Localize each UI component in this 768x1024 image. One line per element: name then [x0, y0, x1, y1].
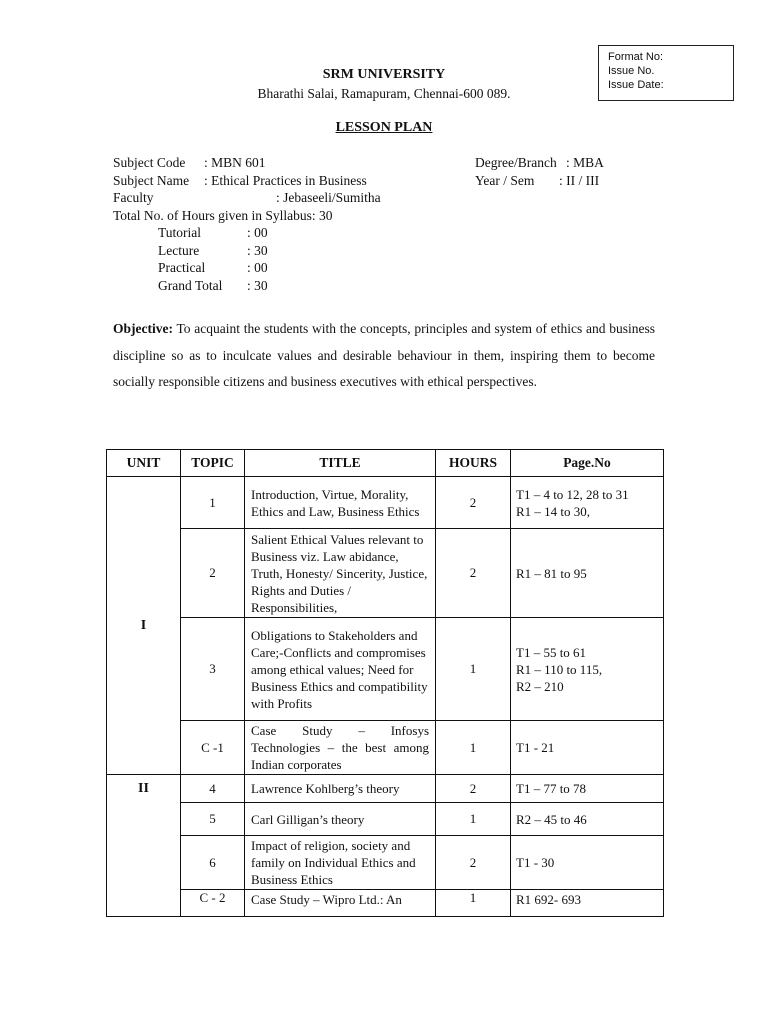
- tutorial-value: : 00: [247, 225, 268, 240]
- university-address: Bharathi Salai, Ramapuram, Chennai-600 089.: [257, 86, 511, 101]
- subject-code-label: Subject Code: [113, 155, 186, 170]
- subject-name-label: Subject Name: [113, 173, 190, 188]
- format-no-label: Format No:: [608, 51, 664, 63]
- document-title-text: LESSON PLAN: [335, 120, 433, 135]
- year-value: : II / III: [559, 173, 600, 188]
- degree-value: : MBA: [566, 155, 604, 170]
- hours-cell: 1: [436, 803, 511, 836]
- header-title: TITLE: [245, 450, 436, 477]
- title-cell: Case Study – Infosys Technologies – the best among Indian corporates: [245, 721, 436, 775]
- unit-cell: I: [107, 477, 181, 775]
- hours-cell: 1: [436, 890, 511, 917]
- header-page-no: Page.No: [511, 450, 664, 477]
- title-cell: Salient Ethical Values relevant to Business viz. Law abidance, Truth, Honesty/ Sincerity, Justice, Rights and Duties / Responsibilities,: [245, 529, 436, 618]
- hours-cell: 2: [436, 477, 511, 529]
- topic-cell: C - 2: [181, 890, 245, 917]
- practical-value: : 00: [247, 260, 268, 275]
- table-row: [107, 775, 664, 803]
- title-cell: Case Study – Wipro Ltd.: An: [245, 890, 436, 917]
- table-row: [107, 477, 664, 529]
- header-hours: HOURS: [436, 450, 511, 477]
- grand-total-value: : 30: [247, 278, 268, 293]
- page-ref: T1 - 21: [516, 740, 555, 755]
- objective-paragraph: [113, 316, 655, 396]
- title-cell: Impact of religion, society and family on Individual Ethics and Business Ethics: [245, 836, 436, 890]
- title-cell: Carl Gilligan’s theory: [245, 803, 436, 836]
- page-ref: R1 – 110 to 115,: [516, 661, 603, 677]
- grand-total-label: Grand Total: [158, 278, 223, 293]
- page-ref: R2 – 45 to 46: [516, 811, 587, 827]
- hours-cell: 2: [436, 529, 511, 618]
- issue-no-label: Issue No.: [608, 65, 655, 77]
- hours-cell: 1: [436, 618, 511, 721]
- lecture-value: : 30: [247, 243, 268, 258]
- topic-cell: C -1: [181, 721, 245, 775]
- tutorial-label: Tutorial: [158, 225, 202, 240]
- topic-cell: 6: [181, 836, 245, 890]
- unit-cell: II: [107, 775, 181, 917]
- page-ref: R1 – 81 to 95: [516, 565, 587, 581]
- page-cell: [511, 477, 664, 529]
- table-row: [107, 803, 664, 836]
- page-ref: R2 – 210: [516, 678, 564, 694]
- total-hours: Total No. of Hours given in Syllabus: 30: [113, 208, 333, 223]
- page-ref: R1 692- 693: [516, 892, 581, 907]
- lesson-plan-table: [106, 449, 664, 917]
- title-cell: Obligations to Stakeholders and Care;-Conflicts and compromises among ethical values; Need for Business Ethics and compatibility with Profits: [245, 618, 436, 721]
- table-row: [107, 529, 664, 618]
- topic-cell: 3: [181, 618, 245, 721]
- hours-cell: 2: [436, 775, 511, 803]
- objective-label: Objective:: [113, 321, 173, 336]
- topic-cell: 4: [181, 775, 245, 803]
- table-header-row: [107, 450, 664, 477]
- university-name: SRM UNIVERSITY: [322, 67, 446, 82]
- page-ref: T1 - 30: [516, 855, 555, 870]
- page-cell: [511, 721, 664, 775]
- page-cell: [511, 803, 664, 836]
- practical-label: Practical: [158, 260, 206, 275]
- topic-cell: 1: [181, 477, 245, 529]
- document-title: [0, 120, 768, 136]
- page-cell: [511, 836, 664, 890]
- table-row: [107, 618, 664, 721]
- title-cell: Introduction, Virtue, Morality, Ethics and Law, Business Ethics: [245, 477, 436, 529]
- subject-code-value: : MBN 601: [204, 155, 266, 170]
- page-ref: R1 – 14 to 30,: [516, 503, 591, 519]
- page-ref: T1 – 77 to 78: [516, 781, 587, 796]
- faculty-label: Faculty: [113, 190, 154, 205]
- faculty-value: : Jebaseeli/Sumitha: [276, 190, 381, 205]
- title-cell: Lawrence Kohlberg’s theory: [245, 775, 436, 803]
- degree-label: Degree/Branch: [475, 155, 557, 170]
- subject-name-value: : Ethical Practices in Business: [204, 173, 367, 188]
- page-ref: T1 – 4 to 12, 28 to 31: [516, 486, 629, 502]
- page-cell: [511, 618, 664, 721]
- hours-cell: 1: [436, 721, 511, 775]
- topic-cell: 2: [181, 529, 245, 618]
- header-unit: UNIT: [107, 450, 181, 477]
- objective-text: To acquaint the students with the concepts, principles and system of ethics and business discipline so as to inculcate values and desirable behaviour in them, inspiring them to become socially responsible citizens and business executives with ethical perspectives.: [113, 321, 655, 389]
- table-row: [107, 836, 664, 890]
- page-cell: [511, 775, 664, 803]
- lecture-label: Lecture: [158, 243, 200, 258]
- year-label: Year / Sem: [475, 173, 535, 188]
- page-cell: [511, 890, 664, 917]
- issue-date-label: Issue Date:: [608, 79, 664, 91]
- page-cell: [511, 529, 664, 618]
- table-row: [107, 721, 664, 775]
- hours-cell: 2: [436, 836, 511, 890]
- page-ref: T1 – 55 to 61: [516, 644, 587, 660]
- header-topic: TOPIC: [181, 450, 245, 477]
- table-row: [107, 890, 664, 917]
- topic-cell: 5: [181, 803, 245, 836]
